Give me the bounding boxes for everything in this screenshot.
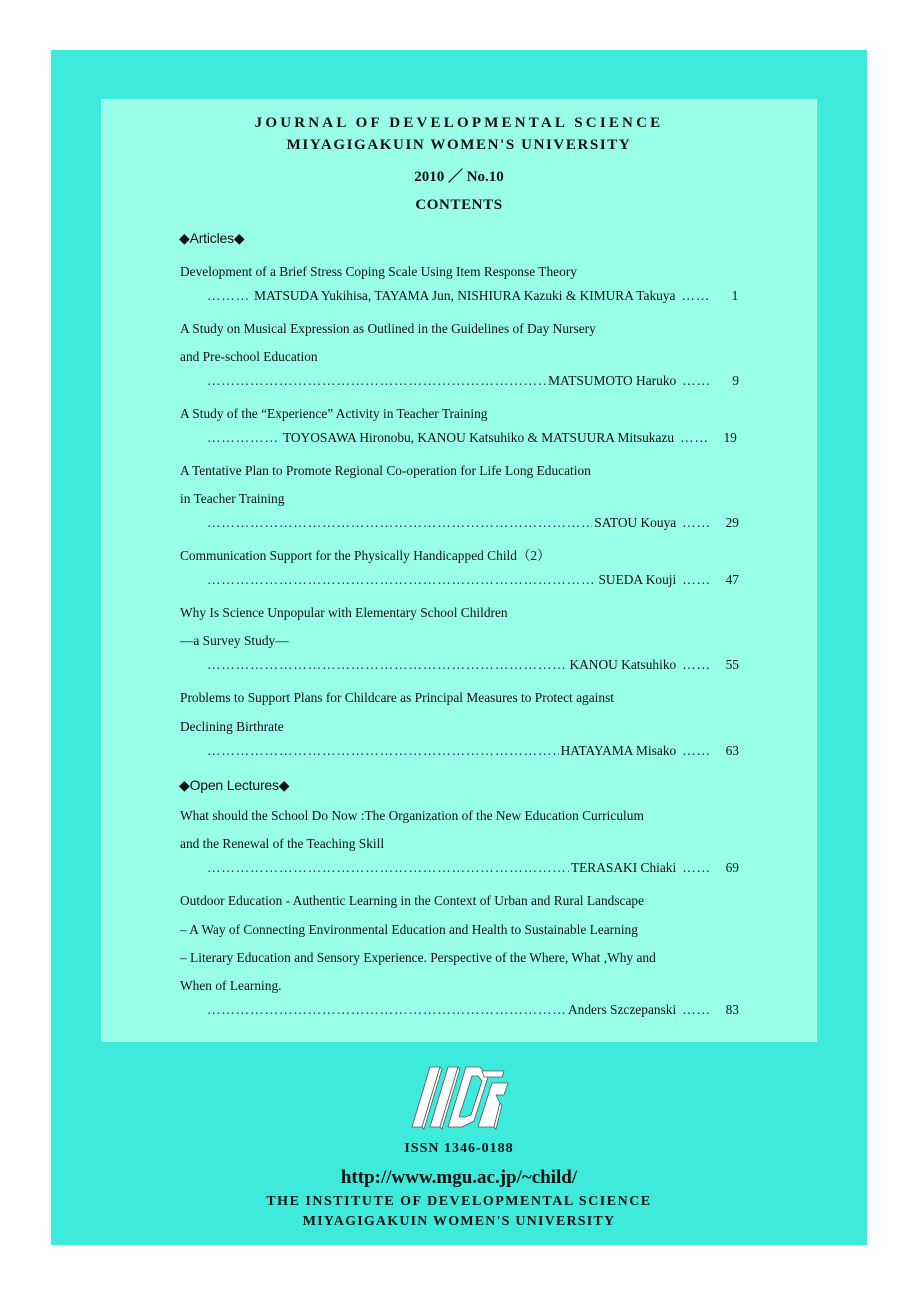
entry-author-line	[207, 287, 739, 305]
dot-leader	[207, 742, 559, 760]
institute-name: THE INSTITUTE OF DEVELOPMENTAL SCIENCE	[266, 1194, 652, 1209]
entry-title-line: Development of a Brief Stress Coping Scale Using Item Response Theory	[180, 264, 577, 279]
entry-page-number: 83	[725, 1002, 739, 1017]
entry-author-line	[207, 1001, 739, 1019]
entry-authors: KANOU Katsuhiko	[569, 657, 677, 672]
entry-author-line	[207, 571, 739, 589]
entry-title-line: Problems to Support Plans for Childcare as Principal Measures to Protect against	[180, 690, 615, 705]
entry-title-line: Declining Birthrate	[180, 719, 284, 734]
entry-page-number: 9	[732, 373, 739, 388]
entry-page-number: 29	[725, 515, 739, 530]
dot-leader	[682, 571, 711, 589]
dot-leader	[207, 1001, 566, 1019]
entry-title-line: When of Learning.	[180, 978, 282, 993]
section-heading-open-lectures: ◆Open Lectures◆	[179, 777, 290, 793]
dot-leader	[682, 742, 711, 760]
dot-leader	[207, 372, 546, 390]
entry-title-line: A Study on Musical Expression as Outlined in the Guidelines of Day Nursery	[180, 321, 596, 336]
entry-page-number: 63	[725, 743, 739, 758]
dot-leader	[682, 372, 711, 390]
dot-leader	[682, 1001, 711, 1019]
entry-authors: SATOU Kouya	[594, 515, 677, 530]
entry-title-line: in Teacher Training	[180, 491, 285, 506]
dot-leader	[207, 571, 596, 589]
dot-leader	[207, 287, 250, 305]
institute-university: MIYAGIGAKUIN WOMEN'S UNIVERSITY	[302, 1214, 616, 1229]
dot-leader	[207, 429, 279, 447]
entry-page-number: 55	[725, 657, 739, 672]
entry-title-line: A Tentative Plan to Promote Regional Co-operation for Life Long Education	[180, 463, 591, 478]
entry-title-line: and Pre-school Education	[180, 349, 318, 364]
section-heading-articles: ◆Articles◆	[179, 230, 245, 246]
entry-title-line: ―a Survey Study―	[180, 633, 289, 648]
website-url: http://www.mgu.ac.jp/~child/	[340, 1167, 578, 1188]
entry-authors: MATSUDA Yukihisa, TAYAMA Jun, NISHIURA Kazuki & KIMURA Takuya	[254, 288, 676, 303]
entry-title-line: Communication Support for the Physically Handicapped Child（2）	[180, 548, 551, 563]
entry-authors: Anders Szczepanski	[568, 1002, 677, 1017]
entry-title-line: What should the School Do Now :The Organization of the New Education Curriculum	[180, 808, 644, 823]
entry-page-number: 69	[725, 860, 739, 875]
contents-heading: CONTENTS	[415, 197, 503, 213]
dot-leader	[681, 287, 710, 305]
dot-leader	[680, 429, 709, 447]
entry-title-line: Outdoor Education - Authentic Learning in the Context of Urban and Rural Landscape	[180, 893, 645, 908]
contents-panel	[101, 99, 817, 1042]
institute-logo-icon	[410, 1063, 510, 1133]
entry-author-line	[207, 372, 739, 390]
entry-page-number: 19	[723, 430, 737, 445]
entry-authors: SUEDA Kouji	[598, 572, 677, 587]
entry-authors: TOYOSAWA Hironobu, KANOU Katsuhiko & MATSUURA Mitsukazu	[282, 430, 675, 445]
entry-title-line: A Study of the “Experience” Activity in Teacher Training	[180, 406, 488, 421]
issue-number: 2010 ／ No.10	[414, 169, 504, 185]
entry-authors: TERASAKI Chiaki	[570, 860, 677, 875]
entry-author-line	[207, 859, 739, 877]
dot-leader	[207, 656, 567, 674]
journal-cover	[51, 50, 867, 1245]
dot-leader	[207, 514, 592, 532]
entry-page-number: 1	[731, 288, 739, 303]
entry-author-line	[207, 742, 739, 760]
dot-leader	[682, 859, 711, 877]
entry-title-line: and the Renewal of the Teaching Skill	[180, 836, 385, 851]
entry-authors: HATAYAMA Misako	[560, 743, 677, 758]
entry-author-line	[207, 429, 739, 447]
dot-leader	[207, 859, 569, 877]
dot-leader	[682, 656, 711, 674]
dot-leader	[682, 514, 711, 532]
entry-page-number: 47	[725, 572, 739, 587]
journal-university: MIYAGIGAKUIN WOMEN'S UNIVERSITY	[286, 137, 632, 153]
journal-title: JOURNAL OF DEVELOPMENTAL SCIENCE	[254, 115, 664, 131]
issn: ISSN 1346-0188	[404, 1141, 514, 1156]
entry-authors: MATSUMOTO Haruko	[548, 373, 677, 388]
entry-author-line	[207, 514, 739, 532]
entry-title-line: Why Is Science Unpopular with Elementary School Children	[180, 605, 508, 620]
entry-title-line: – A Way of Connecting Environmental Education and Health to Sustainable Learning	[180, 922, 638, 937]
entry-author-line	[207, 656, 739, 674]
entry-title-line: – Literary Education and Sensory Experience. Perspective of the Where, What ,Why and	[180, 950, 656, 965]
